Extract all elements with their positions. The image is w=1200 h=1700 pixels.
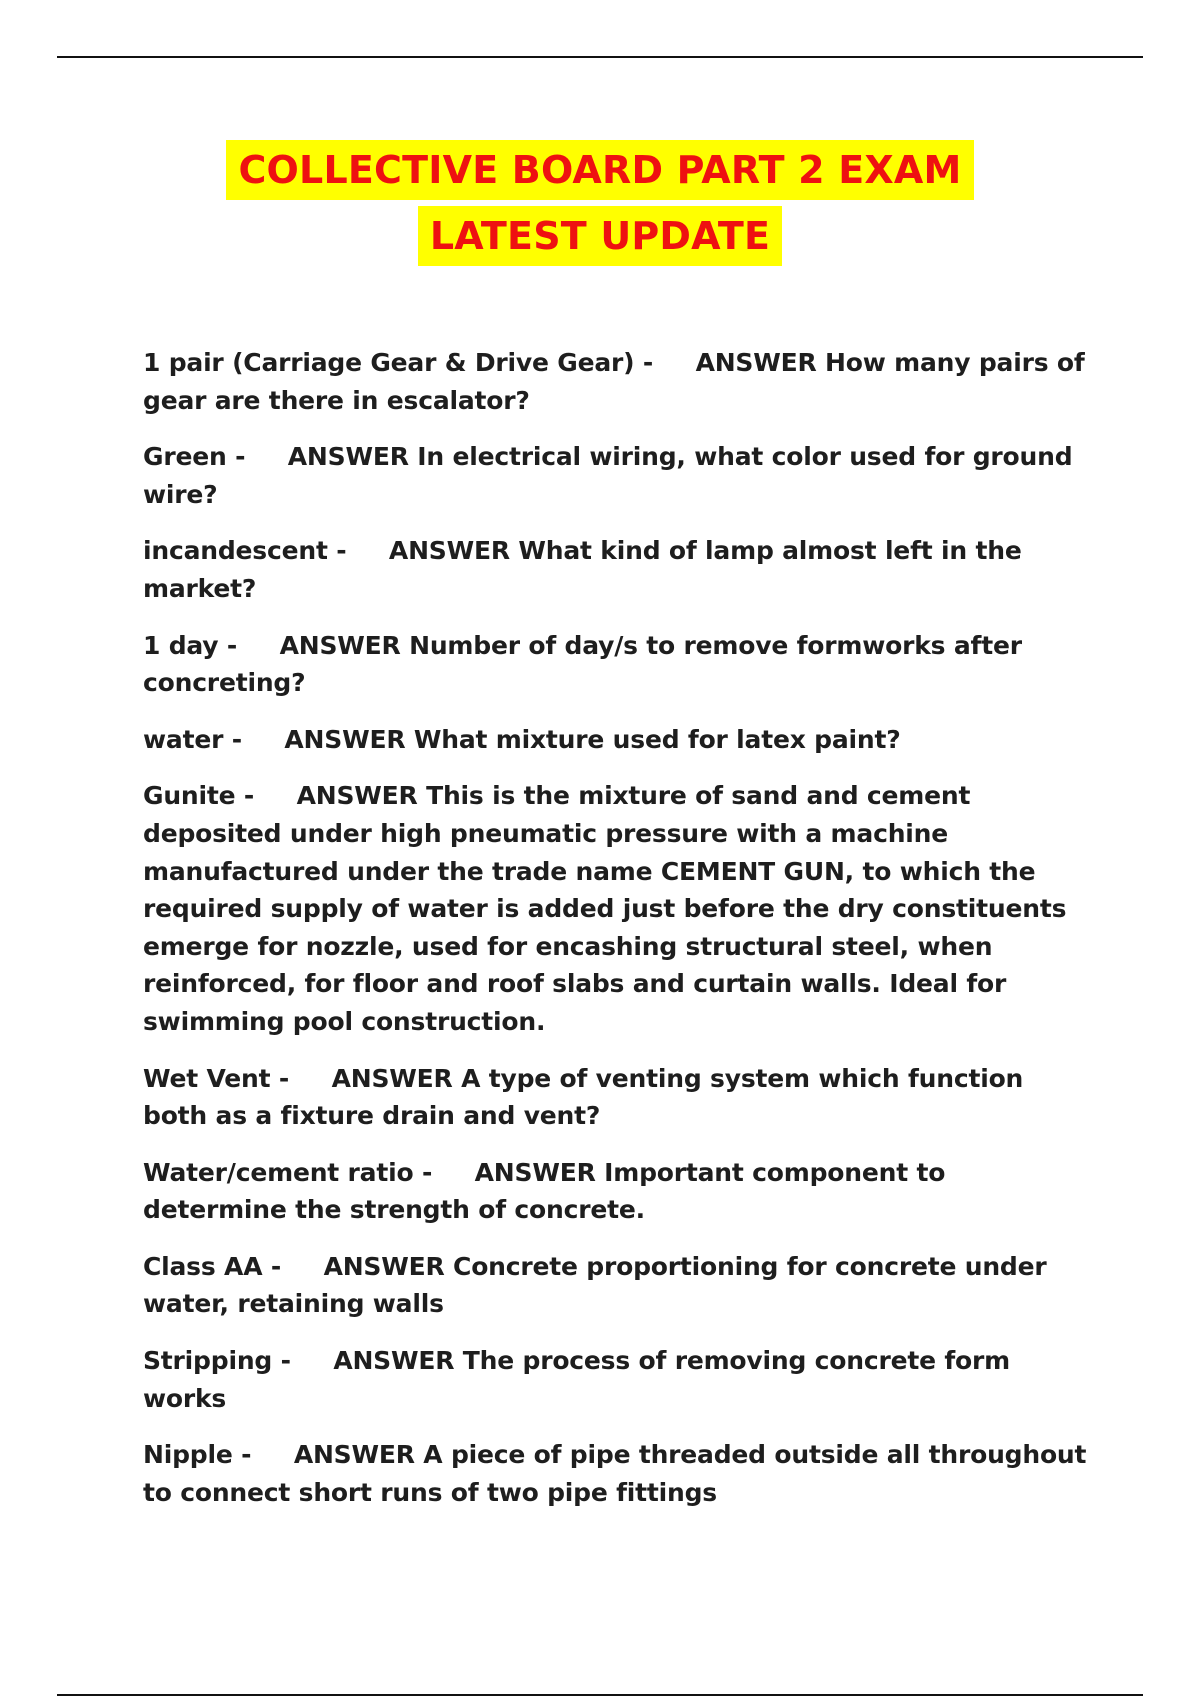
qa-item-4 xyxy=(143,627,1093,702)
qa-term: Gunite xyxy=(143,781,236,811)
qa-answer: ANSWER What mixture used for latex paint? xyxy=(284,724,901,754)
qa-separator: - xyxy=(270,1063,332,1093)
qa-term: Wet Vent xyxy=(143,1063,271,1093)
top-rule xyxy=(57,56,1143,58)
qa-item-8 xyxy=(143,1154,1093,1229)
qa-item-11 xyxy=(143,1436,1093,1511)
qa-term: Stripping xyxy=(143,1346,273,1376)
qa-answer: ANSWER What kind of lamp almost left in the market? xyxy=(143,536,1022,603)
qa-term: 1 day xyxy=(143,630,219,660)
qa-list xyxy=(143,344,1093,1530)
qa-separator: - xyxy=(327,536,389,566)
qa-item-10 xyxy=(143,1342,1093,1417)
title-line-2: LATEST UPDATE xyxy=(418,206,782,266)
qa-answer: ANSWER In electrical wiring, what color used for ground wire? xyxy=(143,442,1073,509)
qa-term: Class AA xyxy=(143,1251,263,1281)
qa-answer: ANSWER This is the mixture of sand and cement deposited under high pneumatic pressure with a machine manufactured under the trade name CEMENT GUN, to which the required supply of water is added just before the dry constituents emerge for nozzle, used for encashing structural steel, when reinforced, for floor and roof slabs and curtain walls. Ideal for swimming pool construction. xyxy=(143,781,1067,1036)
qa-separator: - xyxy=(413,1157,475,1187)
qa-answer: ANSWER How many pairs of gear are there in escalator? xyxy=(143,348,1085,415)
qa-term: Water/cement ratio xyxy=(143,1157,414,1187)
qa-item-1 xyxy=(143,344,1093,419)
qa-answer: ANSWER A type of venting system which function both as a fixture drain and vent? xyxy=(143,1063,1024,1131)
qa-separator: - xyxy=(223,724,285,754)
qa-item-6 xyxy=(143,777,1093,1040)
qa-separator: - xyxy=(218,630,280,660)
qa-separator: - xyxy=(232,1440,294,1470)
qa-term: water xyxy=(143,724,224,754)
qa-term: incandescent xyxy=(143,536,328,566)
qa-separator: - xyxy=(272,1346,334,1376)
qa-answer: ANSWER Important component to determine the strength of concrete. xyxy=(143,1157,946,1225)
qa-answer: ANSWER A piece of pipe threaded outside all throughout to connect short runs of two pipe fittings xyxy=(143,1440,1087,1507)
qa-separator: - xyxy=(226,442,288,472)
qa-answer: ANSWER The process of removing concrete form works xyxy=(143,1346,1011,1413)
qa-answer: ANSWER Number of day/s to remove formworks after concreting? xyxy=(143,630,1022,698)
qa-item-5 xyxy=(143,721,1093,759)
qa-item-3 xyxy=(143,532,1093,607)
qa-term: Green xyxy=(143,442,227,472)
title-line-1: COLLECTIVE BOARD PART 2 EXAM xyxy=(226,140,973,200)
qa-term: 1 pair (Carriage Gear & Drive Gear) xyxy=(143,348,635,377)
qa-separator: - xyxy=(235,781,297,811)
qa-item-2 xyxy=(143,438,1093,513)
qa-answer: ANSWER Concrete proportioning for concrete under water, retaining walls xyxy=(143,1251,1047,1319)
qa-item-9 xyxy=(143,1248,1093,1323)
qa-separator: - xyxy=(262,1251,324,1281)
bottom-rule xyxy=(57,1694,1143,1696)
qa-separator: - xyxy=(634,348,696,377)
document-title xyxy=(0,140,1200,272)
qa-item-7 xyxy=(143,1060,1093,1135)
qa-term: Nipple xyxy=(143,1440,233,1470)
